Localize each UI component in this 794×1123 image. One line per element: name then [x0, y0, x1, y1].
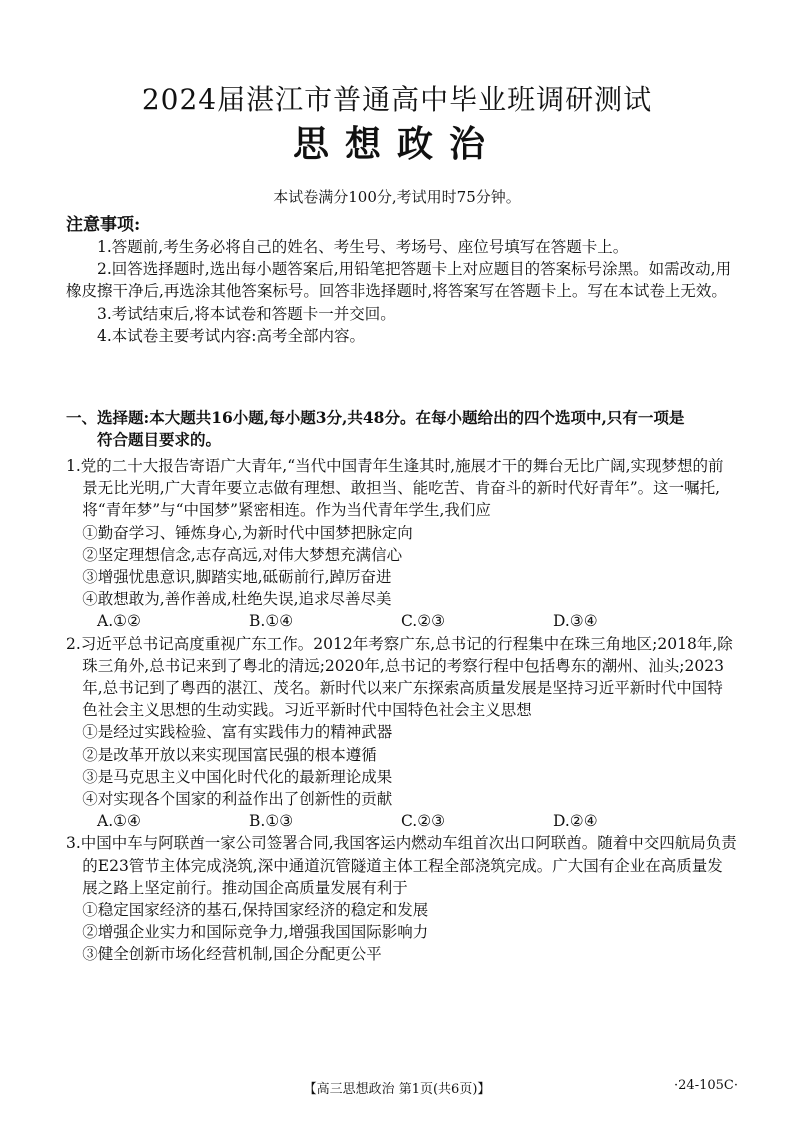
statement-option: ②增强企业实力和国际竞争力,增强我国国际影响力	[82, 923, 429, 942]
choice-b: B.①④	[249, 612, 294, 631]
choice-a: A.①④	[97, 812, 141, 831]
statement-option: ①稳定国家经济的基石,保持国家经济的稳定和发展	[82, 901, 429, 920]
exam-title: 2024届湛江市普通高中毕业班调研测试	[141, 83, 653, 116]
question-2	[66, 633, 738, 833]
notice-item: 4.本试卷主要考试内容:高考全部内容。	[97, 326, 366, 345]
choice-d: D.②④	[553, 812, 598, 831]
statement-option: ④对实现各个国家的利益作出了创新性的贡献	[82, 790, 393, 809]
question-stem: 2.习近平总书记高度重视广东工作。2012年考察广东,总书记的行程集中在珠三角地区;2018年,除珠三角外,总书记来到了粤北的清远;2020年,总书记的考察行程中包括粤东的潮州、汕头;2023年,总书记到了粤西的湛江、茂名。新时代以来广东探索高质量发展是坚持习近平新时代中国特色社会主义思想的生动实践。习近平新时代中国特色社会主义思想	[66, 634, 733, 720]
statement-option: ③是马克思主义中国化时代化的最新理论成果	[82, 767, 393, 786]
statement-option: ②坚定理想信念,志存高远,对伟大梦想充满信心	[82, 545, 403, 564]
statement-option: ②是改革开放以来实现国富民强的根本遵循	[82, 745, 377, 764]
section-heading-line1: 一、选择题:本大题共16小题,每小题3分,共48分。在每小题给出的四个选项中,只有一项是	[66, 408, 685, 427]
statement-option: ④敢想敢为,善作善成,杜绝失误,追求尽善尽美	[82, 590, 392, 609]
question-1	[66, 455, 738, 633]
answer-choices	[66, 810, 738, 832]
notice-item: 3.考试结束后,将本试卷和答题卡一并交回。	[97, 304, 396, 323]
subject-title: 思想政治	[292, 123, 501, 165]
statement-option: ①勤奋学习、锤炼身心,为新时代中国梦把脉定向	[82, 523, 413, 542]
notice-item: 1.答题前,考生务必将自己的姓名、考生号、考场号、座位号填写在答题卡上。	[97, 238, 629, 256]
question-stem: 3.中国中车与阿联酋一家公司签署合同,我国客运内燃动车组首次出口阿联酋。随着中交四航局负责的E23管节主体完成浇筑,深中通道沉管隧道主体工程全部浇筑完成。广大国有企业在高质量发展之路上坚定前行。推动国企高质量发展有利于	[66, 834, 737, 897]
section-heading	[66, 407, 738, 451]
statement-option: ③健全创新市场化经营机制,国企分配更公平	[82, 945, 382, 964]
answer-choices	[66, 610, 738, 632]
statement-option: ①是经过实践检验、富有实践伟力的精神武器	[82, 723, 393, 742]
footer-page-info: 【高三思想政治 第1页(共6页)】	[303, 1082, 491, 1097]
statement-option: ③增强忧患意识,脚踏实地,砥砺前行,踔厉奋进	[82, 568, 392, 587]
question-3	[66, 832, 738, 965]
section-heading-line2: 符合题目要求的。	[97, 430, 222, 450]
choice-b: B.①③	[249, 812, 294, 831]
choice-c: C.②③	[401, 612, 446, 631]
score-line: 本试卷满分100分,考试用时75分钟。	[273, 188, 521, 206]
question-list	[66, 455, 738, 966]
question-stem: 1.党的二十大报告寄语广大青年,“当代中国青年生逢其时,施展才干的舞台无比广阔,实现梦想的前景无比光明,广大青年要立志做有理想、敢担当、能吃苦、肯奋斗的新时代好青年”。这一嘱托,将“青年梦”与“中国梦”紧密相连。作为当代青年学生,我们应	[66, 457, 724, 520]
choice-d: D.③④	[553, 612, 598, 631]
footer-code: ·24-105C·	[674, 1078, 738, 1093]
notice-list	[66, 236, 738, 347]
choice-a: A.①②	[97, 612, 141, 631]
notice-title: 注意事项:	[66, 215, 141, 235]
notice-item: 2.回答选择题时,选出每小题答案后,用铅笔把答题卡上对应题目的答案标号涂黑。如需改动,用橡皮擦干净后,再选涂其他答案标号。回答非选择题时,将答案写在答题卡上。写在本试卷上无效。	[66, 260, 732, 301]
choice-c: C.②③	[401, 812, 446, 831]
